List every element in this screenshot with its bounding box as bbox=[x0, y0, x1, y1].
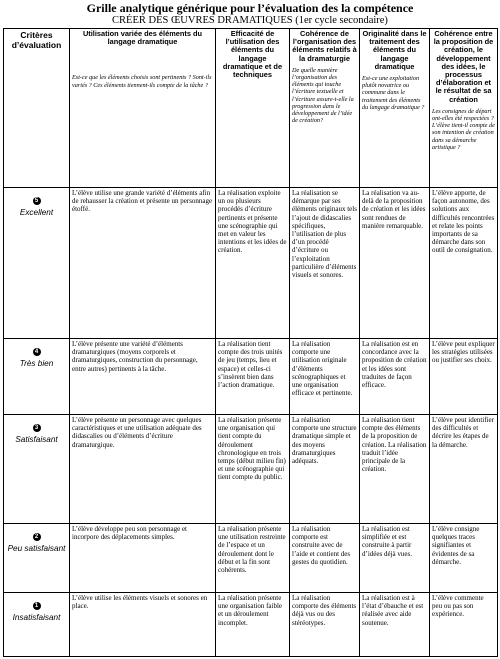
column-title-5: Cohérence entre la proposition de création, le développement des idées, le processus d’élaboration et le résultat de sa création bbox=[433, 29, 494, 104]
grid-cell: La réalisation est à l’état d’ébauche et est réalisée avec aide soutenue. bbox=[360, 593, 430, 657]
level-badge: 4 bbox=[33, 348, 41, 356]
grid-row bbox=[4, 415, 498, 524]
criteria-label: Critères d’évaluation bbox=[11, 30, 62, 50]
grid-cell: L’élève utilise les éléments visuels et sonores en place. bbox=[70, 593, 216, 657]
level-cell bbox=[4, 188, 70, 339]
level-name: Très bien bbox=[19, 359, 54, 368]
grid-cell: L’élève présente une variété d’éléments dramaturgiques (moyens corporels et dramaturgiques, construction du personnage, entre autres) pertinents à la tâche. bbox=[70, 339, 216, 415]
grid-cell: La réalisation comporte des éléments déjà vus ou des stéréotypes. bbox=[290, 593, 360, 657]
grid-cell: La réalisation présente une organisation qui tient compte du déroulement chronologique en trois temps (début milieu fin) et une scénographie qui tient compte du public. bbox=[216, 415, 290, 524]
grid-cell: L’élève présente un personnage avec quelques caractéristiques et une utilisation adéquate des didascalies ou d’éléments d’écriture dramaturgique. bbox=[70, 415, 216, 524]
column-title-1: Utilisation variée des éléments du langage dramatique bbox=[82, 29, 203, 47]
column-header-1 bbox=[70, 29, 216, 188]
grid-cell: La réalisation exploite un ou plusieurs procédés d’écriture pertinents et présente une scénographie qui met en valeur les intentions et les idées de création. bbox=[216, 188, 290, 339]
grid-row bbox=[4, 524, 498, 593]
page-title: Grille analytique générique pour l’évaluation des la compétence bbox=[86, 1, 414, 15]
column-question-4: Est-ce une exploitation plutôt novatrice ou commune dans le traitement des éléments du langage dramatique ? bbox=[362, 75, 425, 111]
level-badge: 5 bbox=[33, 197, 41, 205]
level-name: Satisfaisant bbox=[15, 435, 58, 444]
level-cell bbox=[4, 524, 70, 593]
grid-cell: L’élève utilise une grande variété d’éléments afin de rehausser la création et présente un personnage étoffé. bbox=[70, 188, 216, 339]
evaluation-grid bbox=[3, 28, 498, 657]
grid-cell: La réalisation va au-delà de la proposition de création et les idées sont rendues de manière remarquable. bbox=[360, 188, 430, 339]
page-subtitle: CRÉER DES ŒUVRES DRAMATIQUES (1er cycle secondaire) bbox=[112, 15, 388, 26]
grid-cell: La réalisation se démarque par ses éléments originaux tels l’ajout de didascalies spécifiques, l’utilisation de plus d’un procédé d’écriture ou l’exploitation particulière d’éléments visuels et sonores. bbox=[290, 188, 360, 339]
level-name: Peu satisfaisant bbox=[7, 544, 66, 553]
level-name: Excellent bbox=[19, 208, 54, 217]
grid-cell: La réalisation comporte une structure dramatique simple et des moyens dramaturgiques adéquats. bbox=[290, 415, 360, 524]
column-title-3: Cohérence de l’organisation des éléments relatifs à la dramaturgie bbox=[292, 29, 357, 63]
column-title-4: Originalité dans le traitement des éléments du langage dramatique bbox=[362, 29, 427, 71]
column-title-2: Efficacité de l’utilisation des éléments du langage dramatique et de techniques bbox=[222, 29, 283, 80]
grid-row bbox=[4, 339, 498, 415]
column-header-2 bbox=[216, 29, 290, 188]
level-badge: 3 bbox=[33, 424, 41, 432]
grid-row bbox=[4, 188, 498, 339]
grid-cell: La réalisation comporte est construite avec de l’aide et contient des gestes du quotidien. bbox=[290, 524, 360, 593]
level-cell bbox=[4, 593, 70, 657]
grid-cell: L’élève développe peu son personnage et incorpore des déplacements simples. bbox=[70, 524, 216, 593]
level-name: Insatisfaisant bbox=[12, 613, 61, 622]
grid-cell: La réalisation est en concordance avec la proposition de création et les idées sont traduites de façon efficace. bbox=[360, 339, 430, 415]
column-header-3 bbox=[290, 29, 360, 188]
column-header-4 bbox=[360, 29, 430, 188]
grid-cell: La réalisation comporte une utilisation originale d’éléments scénographiques et une organisation efficace et pertinente. bbox=[290, 339, 360, 415]
criteria-header bbox=[4, 29, 70, 188]
grid-cell: L’élève commente peu ou pas son expérience. bbox=[430, 593, 498, 657]
grid-cell: La réalisation présente une utilisation restreinte de l’espace et un déroulement dont le début et la fin sont cohérents. bbox=[216, 524, 290, 593]
column-question-3: De quelle manière l’organisation des éléments qui touche l’écriture textuelle et l’écriture assure-t-elle la progression dans le développement de l’idée de création? bbox=[292, 66, 354, 125]
level-badge: 1 bbox=[33, 602, 41, 610]
column-question-1: Est-ce que les éléments choisis sont pertinents ? Sont-ils variés ? Ces éléments tiennent-ils compte de la tâche ? bbox=[72, 74, 212, 89]
grid-row bbox=[4, 593, 498, 657]
column-header-5 bbox=[430, 29, 498, 188]
grid-cell: La réalisation présente une organisation faible et un déroulement incomplet. bbox=[216, 593, 290, 657]
grid-cell: La réalisation est simplifiée et est construite à partir d’idées déjà vues. bbox=[360, 524, 430, 593]
grid-cell: L’élève consigne quelques traces signifiantes et évidentes de sa démarche. bbox=[430, 524, 498, 593]
column-question-5: Les consignes de départ ont-elles été respectées ? L’élève tient-il compte de son intention de création dans sa démarche artistique ? bbox=[432, 107, 495, 151]
level-cell bbox=[4, 415, 70, 524]
grid-cell: L’élève peut identifier des difficultés et décrire les étapes de la démarche. bbox=[430, 415, 498, 524]
grid-cell: L’élève apporte, de façon autonome, des solutions aux difficultés rencontrées et relate les points importants de sa démarche dans son outil de consignation. bbox=[430, 188, 498, 339]
level-badge: 2 bbox=[33, 533, 41, 541]
grid-cell: L’élève peut expliquer les stratégies utilisées ou justifier ses choix. bbox=[430, 339, 498, 415]
grid-cell: La réalisation tient compte des éléments de la proposition de création. La réalisation traduit l’idée principale de la création. bbox=[360, 415, 430, 524]
level-cell bbox=[4, 339, 70, 415]
header-row bbox=[4, 29, 498, 188]
grid-cell: La réalisation tient compte des trois unités de jeu (temps, lieu et espace) et celles-ci s’insèrent bien dans l’action dramatique. bbox=[216, 339, 290, 415]
